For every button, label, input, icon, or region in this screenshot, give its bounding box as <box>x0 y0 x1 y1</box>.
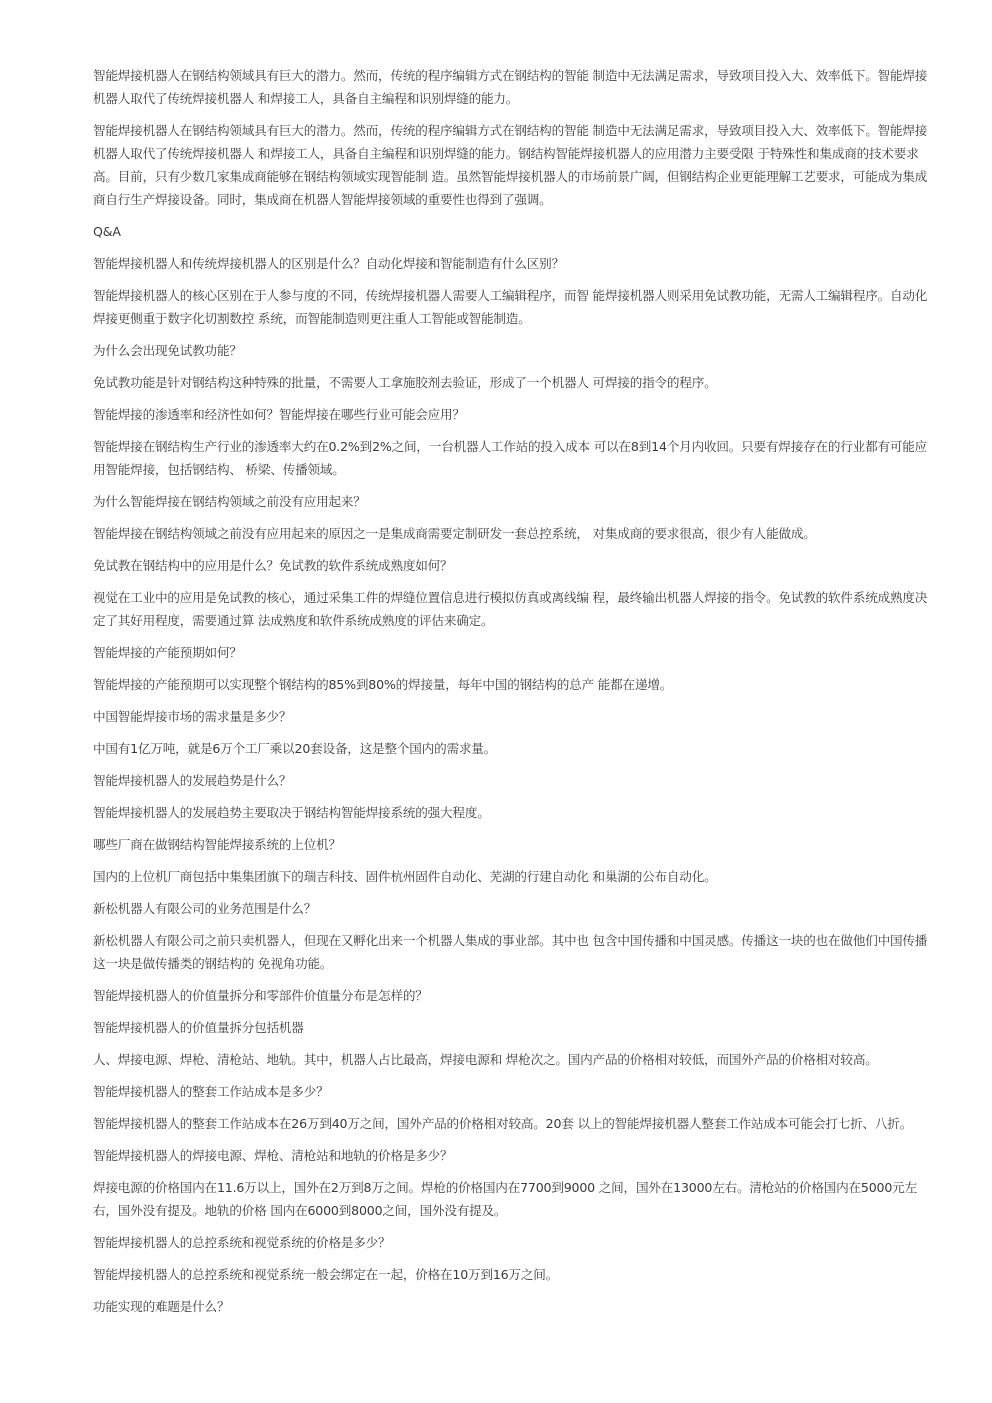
document-body <box>93 64 939 1327</box>
question: 智能焊接机器人和传统焊接机器人的区别是什么？自动化焊接和智能制造有什么区别？ <box>93 256 564 271</box>
answer: 人、焊接电源、焊枪、清枪站、地轨。其中，机器人占比最高，焊接电源和 焊枪次之。国内产品的价格相对较低，而国外产品的价格相对较高。 <box>93 1052 878 1067</box>
question: 新松机器人有限公司的业务范围是什么？ <box>93 901 317 916</box>
question: 智能焊接的渗透率和经济性如何？智能焊接在哪些行业可能会应用？ <box>93 407 465 422</box>
answer: 智能焊接在钢结构生产行业的渗透率大约在0.2%到2%之间，一台机器人工作站的投入成本 可以在8到14个月内收回。只要有焊接存在的行业都有可能应用智能焊接，包括钢结构、 桥梁、传播领域。 <box>93 439 928 477</box>
question: 智能焊接机器人的总控系统和视觉系统的价格是多少？ <box>93 1235 391 1250</box>
question: 哪些厂商在做钢结构智能焊接系统的上位机？ <box>93 837 341 852</box>
answer: 智能焊接机器人的发展趋势主要取决于钢结构智能焊接系统的强大程度。 <box>93 805 490 820</box>
summary-paragraph: 智能焊接机器人在钢结构领域具有巨大的潜力。然而，传统的程序编辑方式在钢结构的智能 制造中无法满足需求，导致项目投入大、效率低下。智能焊接机器人取代了传统焊接机器人 和焊接工人，具备自主编程和识别焊缝的能力。钢结构智能焊接机器人的应用潜力主要受限 于特殊性和集成商的技术要求高。目前，只有少数几家集成商能够在钢结构领域实现智能制 造。虽然智能焊接机器人的市场前景广阔，但钢结构企业更能理解工艺要求，可能成为集成 商自行生产焊接设备。同时，集成商在机器人智能焊接领域的重要性也得到了强调。 <box>93 123 928 207</box>
qa-heading: Q&A <box>93 224 121 239</box>
answer: 视觉在工业中的应用是免试教的核心，通过采集工件的焊缝位置信息进行模拟仿真或离线编 程，最终输出机器人焊接的指令。免试教的软件系统成熟度决定了其好用程度，需要通过算 法成熟度和软件系统成熟度的评估来确定。 <box>93 590 928 628</box>
answer: 智能焊接在钢结构领域之前没有应用起来的原因之一是集成商需要定制研发一套总控系统， 对集成商的要求很高，很少有人能做成。 <box>93 526 816 541</box>
question: 免试教在钢结构中的应用是什么？免试教的软件系统成熟度如何？ <box>93 558 453 573</box>
answer: 免试教功能是针对钢结构这种特殊的批量，不需要人工拿施胶剂去验证，形成了一个机器人 可焊接的指令的程序。 <box>93 375 717 390</box>
intro-paragraph: 智能焊接机器人在钢结构领域具有巨大的潜力。然而，传统的程序编辑方式在钢结构的智能 制造中无法满足需求，导致项目投入大、效率低下。智能焊接机器人取代了传统焊接机器人 和焊接工人，具备自主编程和识别焊缝的能力。 <box>93 68 928 106</box>
question: 智能焊接机器人的整套工作站成本是多少？ <box>93 1084 329 1099</box>
answer: 新松机器人有限公司之前只卖机器人，但现在又孵化出来一个机器人集成的事业部。其中也 包含中国传播和中国灵感。传播这一块的也在做他们中国传播这一块是做传播类的钢结构的 免视角功能。 <box>93 933 928 971</box>
question: 为什么智能焊接在钢结构领域之前没有应用起来？ <box>93 494 366 509</box>
question: 智能焊接的产能预期如何？ <box>93 645 242 660</box>
answer: 智能焊接机器人的总控系统和视觉系统一般会绑定在一起，价格在10万到16万之间。 <box>93 1267 559 1282</box>
question: 中国智能焊接市场的需求量是多少？ <box>93 709 292 724</box>
answer: 智能焊接机器人的价值量拆分包括机器 <box>93 1020 304 1035</box>
question: 智能焊接机器人的价值量拆分和零部件价值量分布是怎样的？ <box>93 988 428 1003</box>
question: 功能实现的难题是什么？ <box>93 1299 230 1314</box>
question: 为什么会出现免试教功能？ <box>93 343 242 358</box>
answer: 国内的上位机厂商包括中集集团旗下的瑞吉科技、固件杭州固件自动化、芜湖的行建自动化 和巢湖的公布自动化。 <box>93 869 717 884</box>
question: 智能焊接机器人的焊接电源、焊枪、清枪站和地轨的价格是多少？ <box>93 1148 453 1163</box>
answer: 焊接电源的价格国内在11.6万以上，国外在2万到8万之间。焊枪的价格国内在7700到9000 之间，国外在13000左右。清枪站的价格国内在5000元左右，国外没有提及。地轨的价格 国内在6000到8000之间，国外没有提及。 <box>93 1180 917 1218</box>
answer: 中国有1亿万吨，就是6万个工厂乘以20套设备，这是整个国内的需求量。 <box>93 741 497 756</box>
answer: 智能焊接的产能预期可以实现整个钢结构的85%到80%的焊接量，每年中国的钢结构的总产 能都在递增。 <box>93 677 673 692</box>
answer: 智能焊接机器人的整套工作站成本在26万到40万之间，国外产品的价格相对较高。20套 以上的智能焊接机器人整套工作站成本可能会打七折、八折。 <box>93 1116 913 1131</box>
answer: 智能焊接机器人的核心区别在于人参与度的不同，传统焊接机器人需要人工编辑程序，而智 能焊接机器人则采用免试教功能，无需人工编辑程序。自动化焊接更侧重于数字化切割数控 系统，而智能制造则更注重人工智能或智能制造。 <box>93 288 928 326</box>
question: 智能焊接机器人的发展趋势是什么？ <box>93 773 292 788</box>
